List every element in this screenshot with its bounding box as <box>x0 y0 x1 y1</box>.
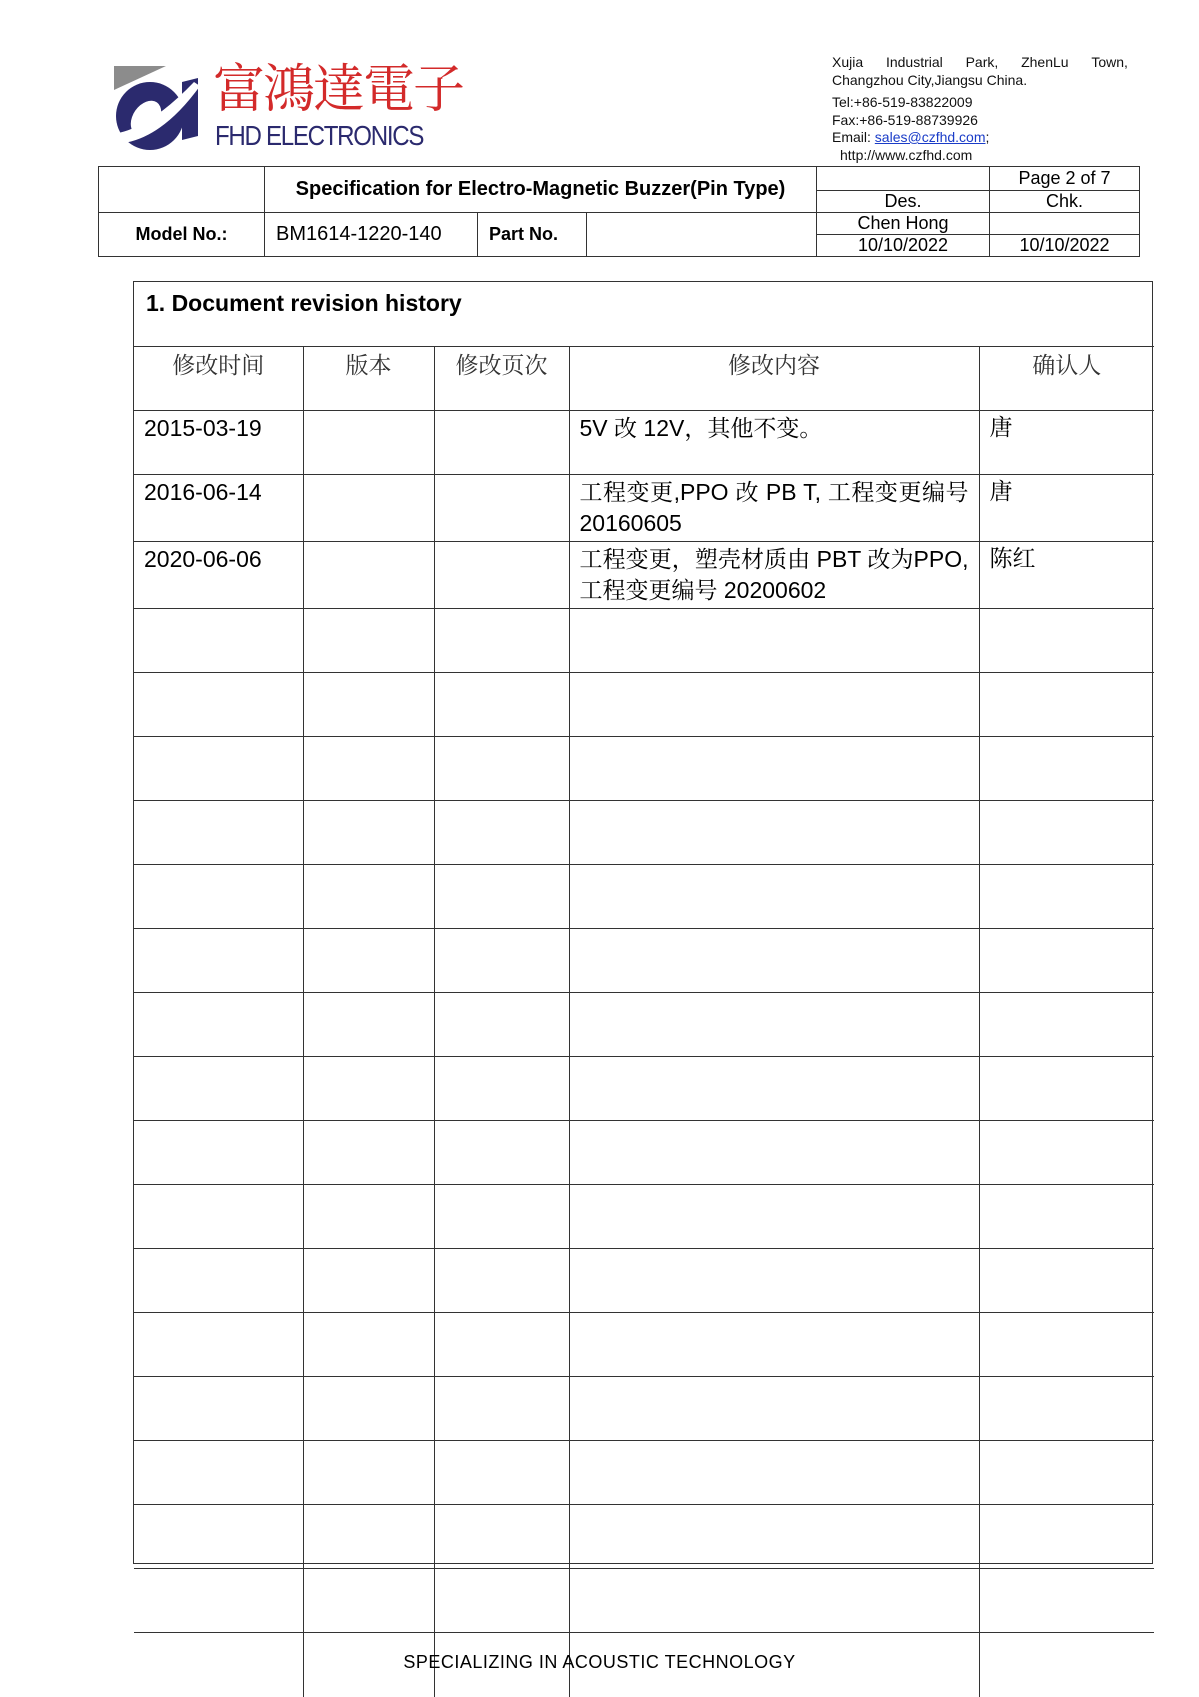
cell-version <box>303 1121 434 1185</box>
cell-confirmed-by <box>979 801 1154 865</box>
address-line-2: Changzhou City,Jiangsu China. <box>832 71 1028 88</box>
designer-name: Chen Hong <box>817 213 990 235</box>
cell-pages <box>434 1441 569 1505</box>
table-row <box>134 673 1154 737</box>
telephone: Tel:+86-519-83822009 <box>832 94 973 110</box>
email-label: Email: <box>832 129 875 145</box>
company-name-english: FHD ELECTRONICS <box>215 120 424 151</box>
cell-version <box>303 1441 434 1505</box>
des-label: Des. <box>817 191 990 213</box>
fhd-logo-icon <box>108 60 204 156</box>
cell-content <box>569 1121 979 1185</box>
cell-pages <box>434 929 569 993</box>
cell-pages <box>434 542 569 609</box>
address-word: Town, <box>1091 54 1128 70</box>
cell-confirmed-by <box>979 1057 1154 1121</box>
table-row <box>134 929 1154 993</box>
cell-content: 工程变更,PPO 改 PB T, 工程变更编号 20160605 <box>569 475 979 542</box>
address-line-1 <box>832 54 1128 72</box>
cell-date <box>134 1185 303 1249</box>
column-header-confirmed-by: 确认人 <box>979 347 1154 411</box>
footer-tagline: SPECIALIZING IN ACOUSTIC TECHNOLOGY <box>403 1652 796 1672</box>
cell-pages <box>434 865 569 929</box>
cell-confirmed-by <box>979 1313 1154 1377</box>
cell-version <box>303 1505 434 1569</box>
cell-date <box>134 993 303 1057</box>
cell-date <box>134 1569 303 1633</box>
cell-date <box>134 609 303 673</box>
cell-pages <box>434 475 569 542</box>
cell-pages <box>434 411 569 475</box>
cell-version <box>303 609 434 673</box>
cell-content <box>569 865 979 929</box>
cell-content <box>569 1057 979 1121</box>
cell-content <box>569 1505 979 1569</box>
cell-confirmed-by <box>979 737 1154 801</box>
cell-version <box>303 411 434 475</box>
cell-content <box>569 929 979 993</box>
column-header-date: 修改时间 <box>134 347 303 411</box>
model-label: Model No.: <box>99 213 265 256</box>
cell-date <box>134 1057 303 1121</box>
cell-date <box>134 1377 303 1441</box>
table-row <box>134 1441 1154 1505</box>
cell-version <box>303 737 434 801</box>
cell-pages <box>434 737 569 801</box>
cell-date <box>134 737 303 801</box>
cell-version <box>303 1249 434 1313</box>
cell-content <box>569 673 979 737</box>
cell-confirmed-by <box>979 673 1154 737</box>
part-label: Part No. <box>478 213 587 256</box>
cell-pages <box>434 673 569 737</box>
cell-confirmed-by <box>979 1249 1154 1313</box>
cell-version <box>303 475 434 542</box>
des-date: 10/10/2022 <box>817 235 990 256</box>
cell-content <box>569 737 979 801</box>
header-blank-top <box>817 167 990 191</box>
cell-confirmed-by: 陈红 <box>979 542 1154 609</box>
cell-date <box>134 865 303 929</box>
table-row <box>134 609 1154 673</box>
cell-pages <box>434 993 569 1057</box>
cell-confirmed-by <box>979 1441 1154 1505</box>
email-suffix: ; <box>985 129 990 145</box>
cell-date <box>134 929 303 993</box>
table-row <box>134 1569 1154 1633</box>
table-row <box>134 1377 1154 1441</box>
fax: Fax:+86-519-88739926 <box>832 111 978 128</box>
table-row <box>134 1505 1154 1569</box>
cell-content <box>569 1441 979 1505</box>
table-row <box>134 1249 1154 1313</box>
cell-content <box>569 1249 979 1313</box>
cell-confirmed-by <box>979 1505 1154 1569</box>
cell-confirmed-by: 唐 <box>979 475 1154 542</box>
cell-version <box>303 1185 434 1249</box>
table-row <box>134 542 1154 609</box>
table-row <box>134 411 1154 475</box>
cell-pages <box>434 801 569 865</box>
cell-content <box>569 1569 979 1633</box>
email-link[interactable]: sales@czfhd.com <box>874 129 986 145</box>
cell-confirmed-by <box>979 865 1154 929</box>
cell-date <box>134 801 303 865</box>
cell-content <box>569 609 979 673</box>
cell-content <box>569 801 979 865</box>
cell-pages <box>434 1057 569 1121</box>
cell-date <box>134 1505 303 1569</box>
spec-header-table <box>98 166 1140 257</box>
page-info: Page 2 of 7 <box>990 167 1139 191</box>
spec-title: Specification for Electro-Magnetic Buzzer(Pin Type) <box>265 167 817 213</box>
cell-content <box>569 1377 979 1441</box>
table-row <box>134 993 1154 1057</box>
table-row <box>134 1121 1154 1185</box>
cell-pages <box>434 1313 569 1377</box>
table-row <box>134 865 1154 929</box>
cell-version <box>303 993 434 1057</box>
cell-date <box>134 673 303 737</box>
cell-date <box>134 1121 303 1185</box>
cell-version <box>303 1377 434 1441</box>
cell-content: 工程变更，塑壳材质由 PBT 改为PPO,工程变更编号 20200602 <box>569 542 979 609</box>
cell-confirmed-by: 唐 <box>979 411 1154 475</box>
cell-date: 2015-03-19 <box>134 411 303 475</box>
chk-label: Chk. <box>990 191 1139 213</box>
cell-content <box>569 1185 979 1249</box>
contact-block <box>832 54 1128 164</box>
cell-version <box>303 865 434 929</box>
cell-version <box>303 542 434 609</box>
column-header-pages: 修改页次 <box>434 347 569 411</box>
cell-version <box>303 1057 434 1121</box>
cell-date: 2020-06-06 <box>134 542 303 609</box>
company-logo <box>108 60 464 156</box>
address-word: Park, <box>965 54 999 70</box>
revision-history-section <box>133 281 1153 1564</box>
table-row <box>134 1185 1154 1249</box>
section-title: 1. Document revision history <box>146 290 462 316</box>
cell-content <box>569 993 979 1057</box>
table-row <box>134 737 1154 801</box>
cell-pages <box>434 1121 569 1185</box>
model-value: BM1614-1220-140 <box>265 213 478 256</box>
cell-confirmed-by <box>979 609 1154 673</box>
cell-pages <box>434 1569 569 1633</box>
column-header-version: 版本 <box>303 347 434 411</box>
table-row <box>134 475 1154 542</box>
email-line <box>832 129 1128 147</box>
cell-date <box>134 1313 303 1377</box>
cell-confirmed-by <box>979 1377 1154 1441</box>
cell-version <box>303 929 434 993</box>
cell-content: 5V 改 12V，其他不变。 <box>569 411 979 475</box>
cell-version <box>303 1313 434 1377</box>
cell-content <box>569 1313 979 1377</box>
cell-pages <box>434 1505 569 1569</box>
table-row <box>134 801 1154 865</box>
address-word: ZhenLu <box>1021 54 1069 70</box>
cell-confirmed-by <box>979 1121 1154 1185</box>
cell-pages <box>434 1377 569 1441</box>
address-word: Xujia <box>832 54 864 70</box>
chk-date: 10/10/2022 <box>1019 235 1110 255</box>
table-row <box>134 1057 1154 1121</box>
column-header-content: 修改内容 <box>569 347 979 411</box>
cell-pages <box>434 1249 569 1313</box>
cell-pages <box>434 1185 569 1249</box>
cell-confirmed-by <box>979 993 1154 1057</box>
cell-version <box>303 1569 434 1633</box>
cell-version <box>303 673 434 737</box>
cell-date <box>134 1249 303 1313</box>
header-blank-cell <box>99 167 265 213</box>
address-word: Industrial <box>885 54 943 70</box>
cell-confirmed-by <box>979 1185 1154 1249</box>
part-value <box>587 213 817 256</box>
cell-version <box>303 801 434 865</box>
website[interactable]: http://www.czfhd.com <box>840 146 973 163</box>
table-header-row <box>134 347 1154 411</box>
checker-name <box>990 213 1139 235</box>
cell-confirmed-by <box>979 1569 1154 1633</box>
cell-date: 2016-06-14 <box>134 475 303 542</box>
cell-pages <box>434 609 569 673</box>
cell-confirmed-by <box>979 929 1154 993</box>
revision-history-table <box>134 346 1154 1697</box>
company-name-chinese: 富鴻達電子 <box>213 60 464 120</box>
cell-date <box>134 1441 303 1505</box>
table-row <box>134 1313 1154 1377</box>
